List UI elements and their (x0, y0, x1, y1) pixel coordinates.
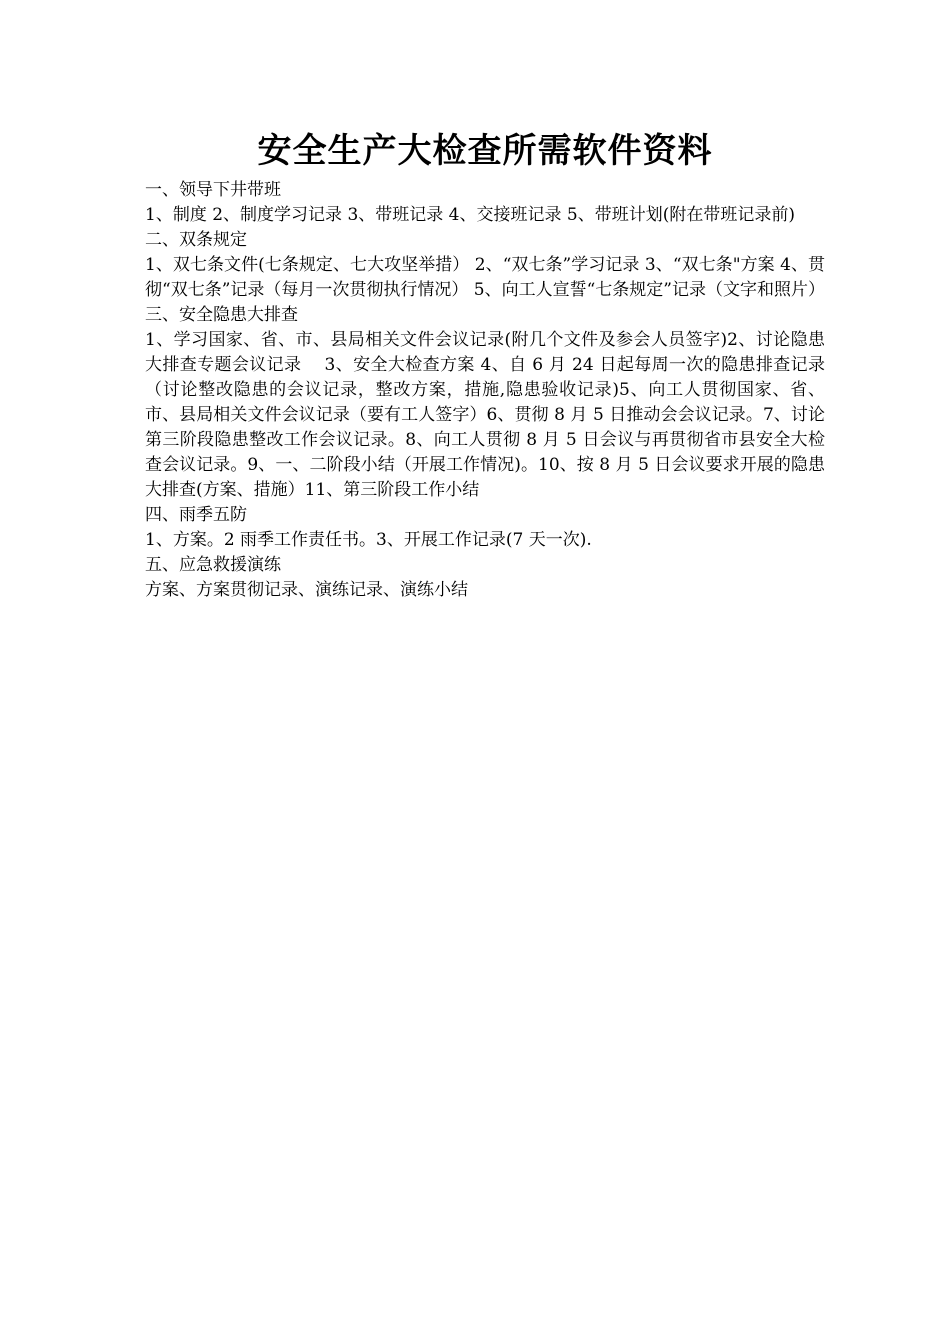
section-heading: 五、应急救援演练 (145, 555, 281, 575)
section-body: 1、制度 2、制度学习记录 3、带班记录 4、交接班记录 5、带班计划(附在带班记录前) (145, 205, 795, 225)
section-2 (145, 228, 825, 303)
document-content (145, 128, 825, 603)
section-body: 1、方案。2 雨季工作责任书。3、开展工作记录(7 天一次). (145, 530, 592, 550)
section-heading: 一、领导下井带班 (145, 180, 281, 200)
section-3 (145, 303, 825, 503)
section-body: 1、双七条文件(七条规定、七大攻坚举措） 2、“双七条”学习记录 3、“双七条"方案 4、贯彻“双七条”记录（每月一次贯彻执行情况） 5、向工人宣誓“七条规定”记录（文字和照片） (145, 255, 825, 300)
section-body: 方案、方案贯彻记录、演练记录、演练小结 (145, 580, 468, 600)
document-title: 安全生产大检查所需软件资料 (257, 131, 713, 171)
section-body: 1、学习国家、省、市、县局相关文件会议记录(附几个文件及参会人员签字)2、讨论隐患大排查专题会议记录 3、安全大检查方案 4、自 6 月 24 日起每周一次的隐患排查记录（讨论整改隐患的会议记录，整改方案，措施,隐患验收记录)5、向工人贯彻国家、省、市、县局相关文件会议记录（要有工人签字）6、贯彻 8 月 5 日推动会会议记录。7、讨论第三阶段隐患整改工作会议记录。8、向工人贯彻 8 月 5 日会议与再贯彻省市县安全大检查会议记录。9、一、二阶段小结（开展工作情况)。10、按 8 月 5 日会议要求开展的隐患大排查(方案、措施）11、第三阶段工作小结 (145, 330, 825, 500)
section-4 (145, 503, 825, 553)
section-1 (145, 178, 825, 228)
section-heading: 四、雨季五防 (145, 505, 247, 525)
section-5 (145, 553, 825, 603)
section-heading: 二、双条规定 (145, 230, 247, 250)
section-heading: 三、安全隐患大排查 (145, 305, 298, 325)
